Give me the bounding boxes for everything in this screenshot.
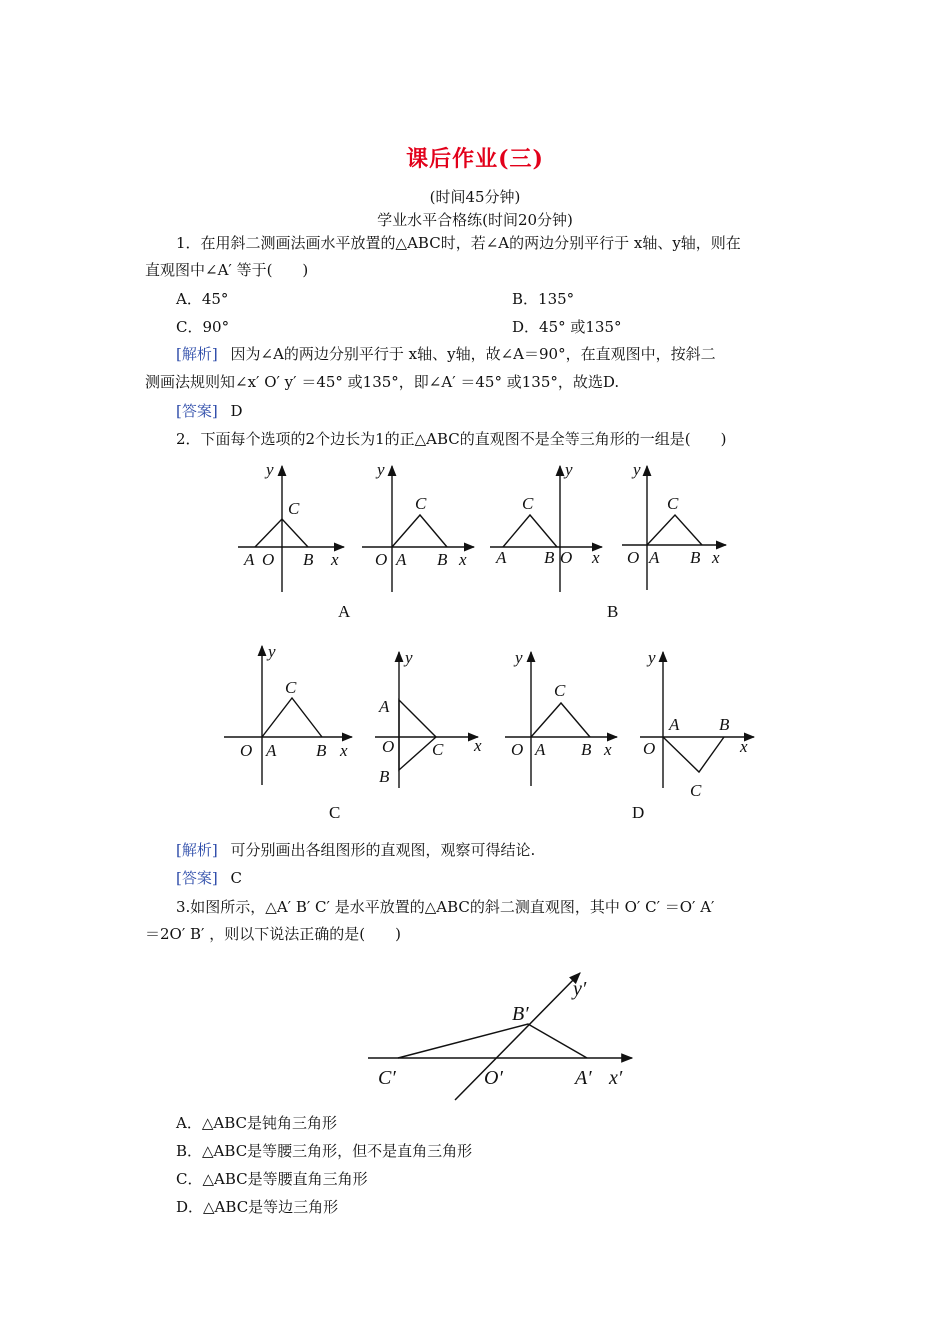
- q2-c2-label-a: A: [379, 697, 390, 716]
- q2-c2-triangle: [399, 700, 436, 770]
- q2-option-b-caption: B: [607, 602, 619, 621]
- q3-option-b: B．△ABC是等腰三角形，但不是直角三角形: [176, 1142, 473, 1160]
- q2-c1-triangle: [262, 698, 322, 737]
- q2-option-a-caption: A: [338, 602, 351, 621]
- q2-d2-triangle: [663, 737, 724, 772]
- q2-c2-label-b: B: [379, 767, 390, 786]
- q2-c1-label-c: C: [285, 678, 297, 697]
- analysis-tag: [解析]: [176, 345, 218, 363]
- q2-a1-label-a: A: [244, 550, 255, 569]
- q1-option-b: B．135°: [512, 290, 575, 308]
- q2-d1-label-a: A: [535, 740, 546, 759]
- q2-c1-label-b: B: [316, 741, 327, 760]
- q2-stem: 2．下面每个选项的2个边长为1的正△ABC的直观图不是全等三角形的一组是( ): [176, 430, 727, 448]
- q2-a1-label-c: C: [288, 499, 300, 518]
- q2-b2-label-c: C: [667, 494, 679, 513]
- answer-tag: [答案]: [176, 402, 218, 420]
- q1-answer-value: D: [230, 402, 243, 420]
- q2-d2-label-b: B: [719, 715, 730, 734]
- q2-a2-label-c: C: [415, 494, 427, 513]
- q1-analysis-text: 因为∠A的两边分别平行于 x轴、y轴，故∠A＝90°，在直观图中，按斜二: [230, 345, 716, 363]
- q2-b2-label-a: A: [649, 548, 660, 567]
- q2-c2-label-c: C: [432, 740, 444, 759]
- page-title: 课后作业(三): [406, 146, 544, 172]
- q1-stem-line1: 1．在用斜二测画法画水平放置的△ABC时，若∠A的两边分别平行于 x轴、y轴，则在: [176, 234, 741, 252]
- q2-b1-label-c: C: [522, 494, 534, 513]
- q2-option-d-caption: D: [632, 803, 645, 822]
- q3-label-a: A′: [575, 1067, 592, 1089]
- q3-stem-line1: 3.如图所示，△A′ B′ C′ 是水平放置的△ABC的斜二测直观图，其中 O′ C′ ＝O′ A′: [176, 898, 715, 916]
- q2-d2-label-y: y: [648, 648, 656, 667]
- q2-c2-label-x: x: [474, 736, 482, 755]
- q2-b1-label-y: y: [565, 460, 573, 479]
- q2-a2-label-x: x: [459, 550, 467, 569]
- q2-a2-label-a: A: [396, 550, 407, 569]
- q2-c1-label-x: x: [340, 741, 348, 760]
- section-heading: 学业水平合格练(时间20分钟): [377, 211, 573, 229]
- answer-tag: [答案]: [176, 869, 218, 887]
- q2-d1-triangle: [531, 703, 590, 737]
- q1-option-a: A．45°: [176, 290, 229, 308]
- q2-c2-label-o: O: [382, 737, 395, 756]
- q3-label-c: C′: [378, 1067, 396, 1089]
- q3-option-c: C．△ABC是等腰直角三角形: [176, 1170, 368, 1188]
- q1-option-d: D．45° 或135°: [512, 318, 622, 336]
- q2-d1-label-c: C: [554, 681, 566, 700]
- q3-option-d: D．△ABC是等边三角形: [176, 1198, 339, 1216]
- q2-c1-label-a: A: [266, 741, 277, 760]
- q2-b2-label-o: O: [627, 548, 640, 567]
- q2-a2-label-y: y: [377, 460, 385, 479]
- q2-a1-label-y: y: [266, 460, 274, 479]
- q2-a2-label-o: O: [375, 550, 388, 569]
- q2-answer-value: C: [230, 869, 242, 887]
- q2-option-c-caption: C: [329, 803, 341, 822]
- q2-a1-label-b: B: [303, 550, 314, 569]
- q3-triangle: [398, 1024, 587, 1058]
- q2-answer: [176, 867, 242, 889]
- q2-d2-label-c: C: [690, 781, 702, 800]
- q2-d2-label-x: x: [740, 737, 748, 756]
- q1-stem-line2: 直观图中∠A′ 等于( ): [145, 261, 309, 279]
- q2-b2-label-y: y: [633, 460, 641, 479]
- q2-d1-label-o: O: [511, 740, 524, 759]
- analysis-tag: [解析]: [176, 841, 218, 859]
- q2-d1-label-x: x: [604, 740, 612, 759]
- q2-b1-label-x: x: [592, 548, 600, 567]
- q2-b1-label-b: B: [544, 548, 555, 567]
- q1-option-c: C．90°: [176, 318, 230, 336]
- q2-b2-triangle: [647, 515, 702, 545]
- q2-a1-label-o: O: [262, 550, 275, 569]
- q2-b1-triangle: [503, 515, 557, 547]
- q2-a2-label-b: B: [437, 550, 448, 569]
- q1-analysis-line2: 测画法规则知∠x′ O′ y′ ＝45° 或135°，即∠A′ ＝45° 或135°，故选D.: [145, 373, 620, 391]
- q2-a1-label-x: x: [331, 550, 339, 569]
- q2-c1-label-y: y: [268, 642, 276, 661]
- q2-d1-label-y: y: [515, 648, 523, 667]
- q3-label-x: x′: [609, 1067, 623, 1089]
- q3-label-b: B′: [512, 1003, 529, 1025]
- q2-b1-label-o: O: [560, 548, 573, 567]
- q3-label-o: O′: [484, 1067, 503, 1089]
- q2-b2-label-b: B: [690, 548, 701, 567]
- q3-option-a: A．△ABC是钝角三角形: [176, 1114, 337, 1132]
- q2-analysis-text: 可分别画出各组图形的直观图，观察可得结论.: [230, 841, 536, 859]
- q3-label-y: y′: [573, 978, 587, 1000]
- q2-b1-label-a: A: [496, 548, 507, 567]
- q2-analysis: [176, 839, 535, 861]
- q3-y-axis: [455, 973, 580, 1100]
- q2-c2-label-y: y: [405, 648, 413, 667]
- q2-d2-label-o: O: [643, 739, 656, 758]
- q2-d2-label-a: A: [669, 715, 680, 734]
- q2-d1-label-b: B: [581, 740, 592, 759]
- q2-b2-label-x: x: [712, 548, 720, 567]
- time-limit: (时间45分钟): [429, 188, 521, 206]
- q2-a2-triangle: [392, 515, 447, 547]
- q2-c1-label-o: O: [240, 741, 253, 760]
- q3-stem-line2: ＝2O′ B′ ，则以下说法正确的是( ): [145, 925, 401, 943]
